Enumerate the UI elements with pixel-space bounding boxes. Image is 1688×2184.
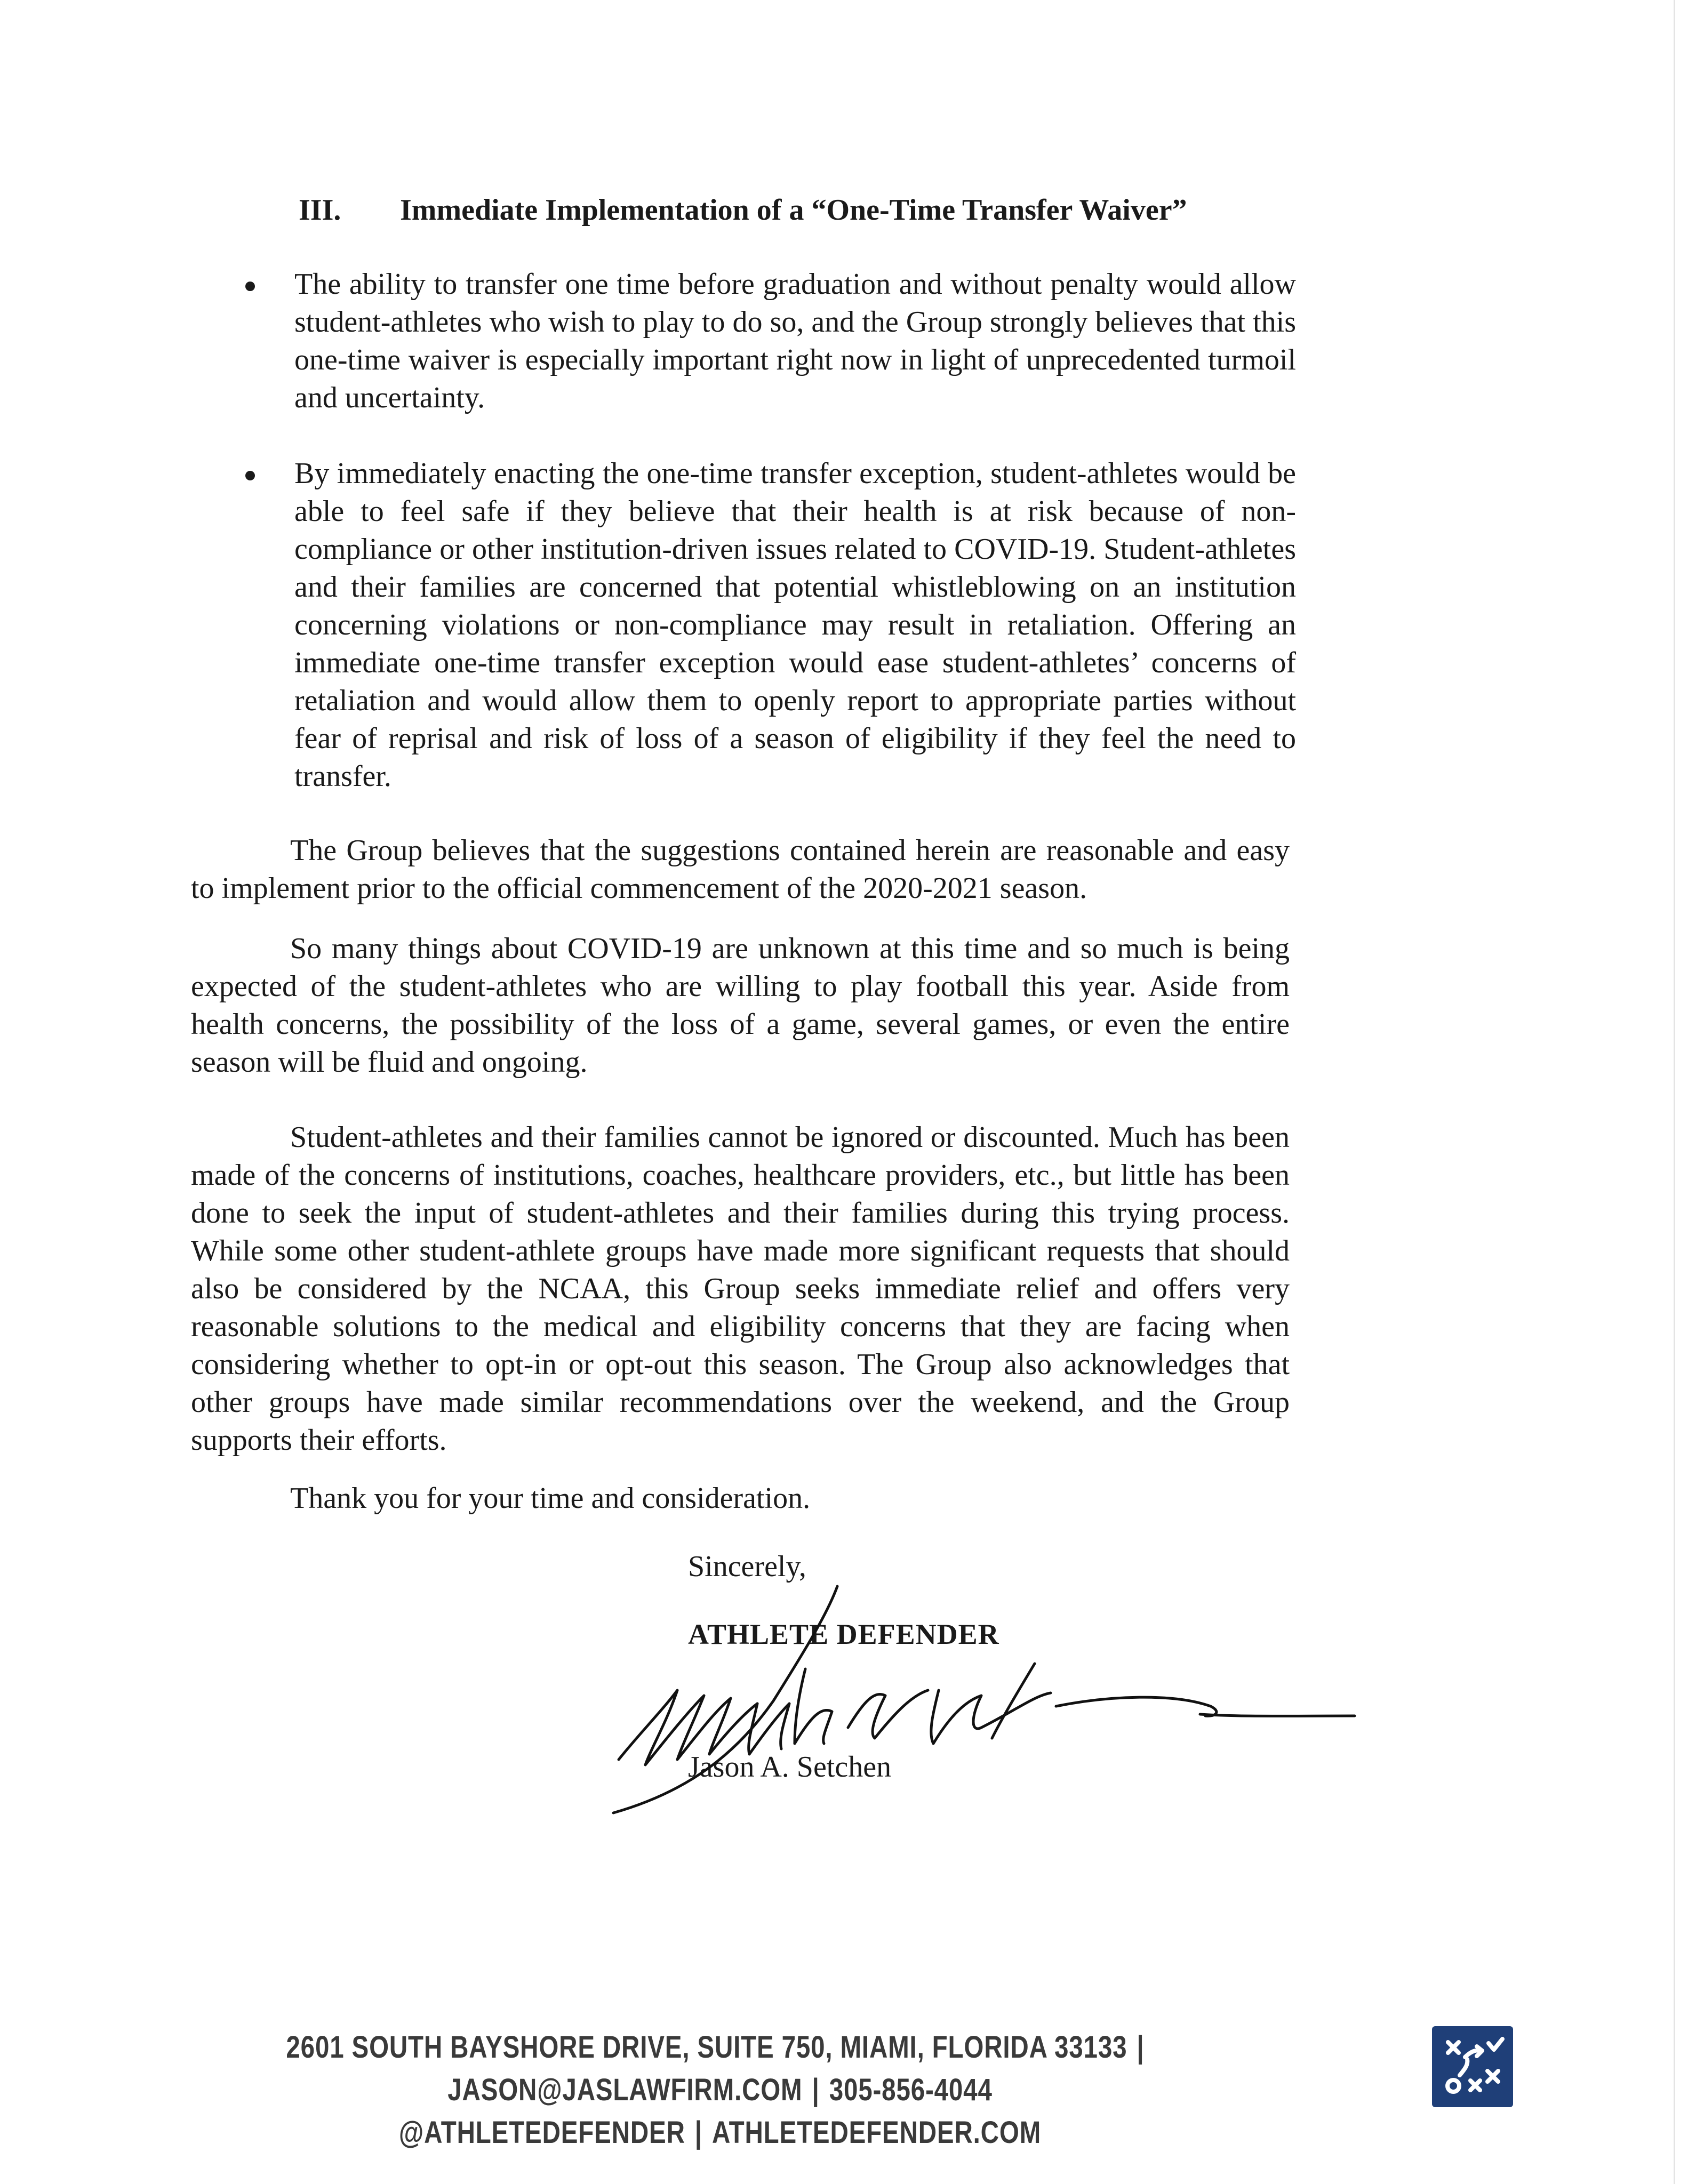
bullet-text: The ability to transfer one time before graduation and without penalty would allow student-athletes who wish to play to do so, and the Group strongly believes that this one-time waiver is especially important right now in light of unprecedented turmoil and uncertainty. (294, 268, 1296, 414)
footer-separator: | (694, 2115, 702, 2150)
footer-phone: 305-856-4044 (829, 2073, 993, 2107)
body-paragraph: Student-athletes and their families cannot be ignored or discounted. Much has been made of the concerns of institutions, coaches, healthcare providers, etc., but little has been done to seek the input of student-athletes and their families during this trying process. While some other student-athlete groups have made more significant requests that should also be considered by the NCAA, this Group seeks immediate relief and offers very reasonable solutions to the medical and eligibility concerns that they are facing when considering whether to opt-in or opt-out this season. The Group also acknowledges that other groups have made similar recommendations over the weekend, and the Group supports their efforts. (191, 1121, 1290, 1457)
section-number: III. (299, 194, 341, 227)
bullet-dot-icon (245, 282, 255, 291)
thank-you-line: Thank you for your time and consideration. (290, 1482, 811, 1515)
footer-contact (130, 2026, 1310, 2154)
signer-name: Jason A. Setchen (688, 1751, 892, 1784)
body-paragraph: So many things about COVID-19 are unknown at this time and so much is being expected of the student-athletes who are willing to play football this year. Aside from health concerns, the possibility of the loss of a game, several games, or even the entire season will be fluid and ongoing. (191, 932, 1290, 1079)
play-diagram-icon (1432, 2026, 1513, 2107)
footer-handle: @ATHLETEDEFENDER (398, 2115, 685, 2150)
footer-separator: | (1137, 2030, 1145, 2065)
scan-edge-line (1674, 0, 1675, 2184)
footer-address: 2601 SOUTH BAYSHORE DRIVE, SUITE 750, MIAMI, FLORIDA 33133 (286, 2030, 1127, 2065)
section-title: Immediate Implementation of a “One-Time Transfer Waiver” (400, 194, 1187, 227)
section-heading (299, 193, 1187, 227)
organization-name: ATHLETE DEFENDER (688, 1618, 999, 1650)
valediction: Sincerely, (688, 1550, 806, 1583)
footer-website: ATHLETEDEFENDER.COM (711, 2115, 1042, 2150)
athlete-defender-logo-icon (1432, 2026, 1513, 2107)
bullet-dot-icon (245, 471, 255, 480)
body-paragraph: The Group believes that the suggestions contained herein are reasonable and easy to implement prior to the official commencement of the 2020-2021 season. (191, 834, 1290, 905)
footer-email: JASON@JASLAWFIRM.COM (447, 2073, 803, 2107)
footer-separator: | (812, 2073, 820, 2107)
bullet-text: By immediately enacting the one-time transfer exception, student-athletes would be able to feel safe if they believe that their health is at risk because of non-compliance or other institution-driven issues related to COVID-19. Student-athletes and their families are concerned that potential whistleblowing on an institution concerning violations or non-compliance may result in retaliation. Offering an immediate one-time transfer exception would ease student-athletes’ concerns of retaliation and would allow them to openly report to appropriate parties without fear of reprisal and risk of loss of a season of eligibility if they feel the need to transfer. (294, 457, 1296, 793)
handwritten-signature-icon (597, 1584, 1360, 1829)
footer-line-1 (130, 2026, 1310, 2111)
footer-line-2 (130, 2111, 1310, 2154)
